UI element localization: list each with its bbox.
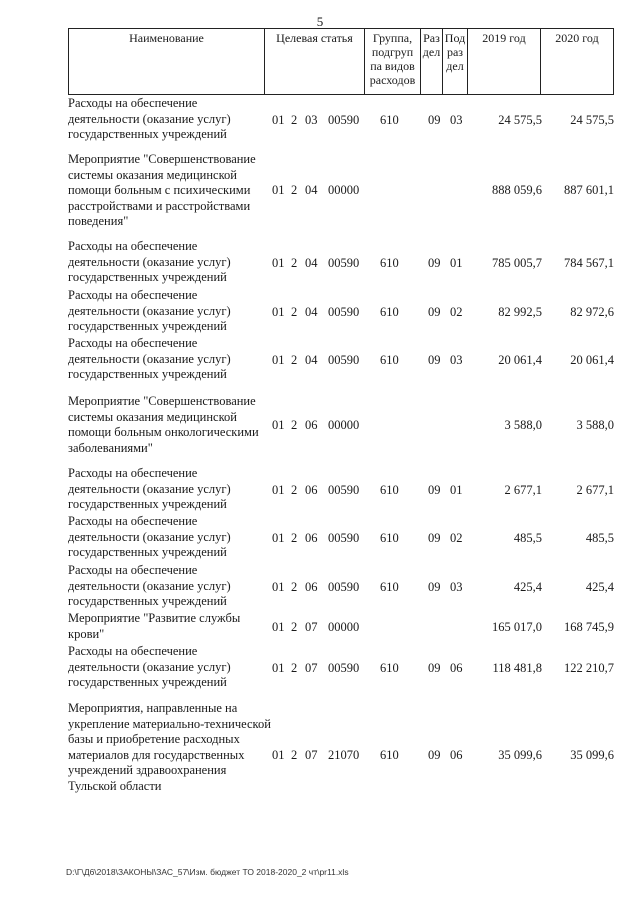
row-code-direction: 00000: [328, 620, 360, 634]
row-group: 610: [380, 748, 399, 762]
row-razdel: 09: [428, 661, 441, 675]
row-razdel: 09: [428, 353, 441, 367]
row-code-direction: 00590: [328, 353, 360, 367]
row-code-event: 07: [305, 661, 318, 675]
table-header: [68, 28, 614, 95]
row-value-2019: 3 588,0: [504, 418, 542, 432]
row-group: 610: [380, 353, 399, 367]
row-code-direction: 00590: [328, 661, 360, 675]
row-value-2020: 20 061,4: [570, 353, 614, 367]
row-code-direction: 00000: [328, 183, 360, 197]
row-code-event: 04: [305, 256, 318, 270]
row-code-event: 04: [305, 305, 318, 319]
header-name: Наименование: [69, 29, 265, 95]
row-name: Мероприятие "Совершенствование системы оказания медицинской помощи больным онкологическими заболеваниями": [68, 394, 259, 455]
header-razdel: Раз дел: [421, 29, 443, 95]
row-razdel: 09: [428, 256, 441, 270]
file-path-footer: D:\Г\Д6\2018\ЗАКОНЫ\ЗАС_57\Изм. бюджет ТО 2018-2020_2 чт\pr11.xls: [66, 867, 349, 877]
row-name: Расходы на обеспечение деятельности (оказание услуг) государственных учреждений: [68, 466, 231, 511]
row-name: Расходы на обеспечение деятельности (оказание услуг) государственных учреждений: [68, 336, 231, 381]
row-podrazdel: 02: [450, 305, 463, 319]
row-razdel: 09: [428, 113, 441, 127]
row-razdel: 09: [428, 748, 441, 762]
row-podrazdel: 06: [450, 748, 463, 762]
header-2019: 2019 год: [468, 29, 541, 95]
row-code-event: 04: [305, 183, 318, 197]
row-value-2020: 784 567,1: [564, 256, 614, 270]
row-value-2019: 35 099,6: [498, 748, 542, 762]
row-razdel: 09: [428, 531, 441, 545]
row-code-event: 07: [305, 620, 318, 634]
row-group: 610: [380, 305, 399, 319]
header-2020: 2020 год: [541, 29, 614, 95]
row-group: 610: [380, 580, 399, 594]
row-value-2019: 24 575,5: [498, 113, 542, 127]
row-podrazdel: 06: [450, 661, 463, 675]
row-code-subprogram: 2: [291, 183, 298, 197]
row-value-2020: 485,5: [585, 531, 614, 545]
row-name: Мероприятия, направленные на укрепление материально-технической базы и приобретение расходных материалов для государственных учреждений здравоохранения Тульской области: [68, 701, 271, 793]
row-code-program: 01: [272, 661, 285, 675]
row-code-program: 01: [272, 183, 285, 197]
row-value-2020: 2 677,1: [576, 483, 614, 497]
row-code-program: 01: [272, 353, 285, 367]
row-group: 610: [380, 483, 399, 497]
row-group: 610: [380, 661, 399, 675]
header-target: Целевая статья: [265, 29, 365, 95]
row-value-2020: 168 745,9: [564, 620, 614, 634]
row-value-2019: 2 677,1: [504, 483, 542, 497]
row-value-2020: 82 972,6: [570, 305, 614, 319]
row-code-subprogram: 2: [291, 748, 298, 762]
row-code-direction: 00590: [328, 305, 360, 319]
row-name: Расходы на обеспечение деятельности (оказание услуг) государственных учреждений: [68, 563, 231, 608]
row-podrazdel: 03: [450, 353, 463, 367]
row-name: Расходы на обеспечение деятельности (оказание услуг) государственных учреждений: [68, 514, 231, 559]
row-value-2019: 888 059,6: [492, 183, 542, 197]
row-code-event: 06: [305, 483, 318, 497]
page-number: 5: [316, 14, 324, 29]
row-group: 610: [380, 256, 399, 270]
row-value-2019: 118 481,8: [492, 661, 542, 675]
row-code-event: 07: [305, 748, 318, 762]
row-value-2019: 485,5: [513, 531, 542, 545]
row-group: 610: [380, 113, 399, 127]
row-code-direction: 00590: [328, 256, 360, 270]
row-code-program: 01: [272, 305, 285, 319]
row-value-2019: 425,4: [513, 580, 542, 594]
row-value-2019: 82 992,5: [498, 305, 542, 319]
row-value-2020: 24 575,5: [570, 113, 614, 127]
row-name: Мероприятие "Совершенствование системы оказания медицинской помощи больным с психическими расстройствами и расстройствами поведения": [68, 152, 256, 228]
row-value-2020: 122 210,7: [564, 661, 614, 675]
row-code-event: 06: [305, 531, 318, 545]
row-name: Мероприятие "Развитие службы крови": [68, 611, 241, 641]
row-code-program: 01: [272, 580, 285, 594]
row-code-subprogram: 2: [291, 418, 298, 432]
row-podrazdel: 03: [450, 113, 463, 127]
row-code-direction: 00590: [328, 483, 360, 497]
row-value-2020: 425,4: [585, 580, 614, 594]
row-code-program: 01: [272, 418, 285, 432]
row-code-program: 01: [272, 748, 285, 762]
row-name: Расходы на обеспечение деятельности (оказание услуг) государственных учреждений: [68, 239, 231, 284]
row-code-event: 06: [305, 418, 318, 432]
row-razdel: 09: [428, 483, 441, 497]
row-code-subprogram: 2: [291, 256, 298, 270]
row-code-subprogram: 2: [291, 531, 298, 545]
row-code-event: 04: [305, 353, 318, 367]
row-value-2020: 35 099,6: [570, 748, 614, 762]
row-podrazdel: 01: [450, 256, 463, 270]
header-group: Группа, подгруп па видов расходов: [365, 29, 421, 95]
row-code-subprogram: 2: [291, 113, 298, 127]
row-code-direction: 21070: [328, 748, 360, 762]
row-podrazdel: 03: [450, 580, 463, 594]
row-code-program: 01: [272, 256, 285, 270]
row-code-program: 01: [272, 531, 285, 545]
row-value-2019: 785 005,7: [492, 256, 542, 270]
row-name: Расходы на обеспечение деятельности (оказание услуг) государственных учреждений: [68, 288, 231, 333]
row-code-direction: 00000: [328, 418, 360, 432]
row-razdel: 09: [428, 580, 441, 594]
header-podrazdel: Под раз дел: [443, 29, 468, 95]
row-code-event: 03: [305, 113, 318, 127]
row-podrazdel: 01: [450, 483, 463, 497]
row-value-2019: 20 061,4: [498, 353, 542, 367]
row-code-subprogram: 2: [291, 305, 298, 319]
row-value-2019: 165 017,0: [492, 620, 542, 634]
row-code-subprogram: 2: [291, 661, 298, 675]
row-code-program: 01: [272, 483, 285, 497]
row-name: Расходы на обеспечение деятельности (оказание услуг) государственных учреждений: [68, 644, 231, 689]
row-code-program: 01: [272, 620, 285, 634]
row-podrazdel: 02: [450, 531, 463, 545]
row-name: Расходы на обеспечение деятельности (оказание услуг) государственных учреждений: [68, 96, 231, 141]
row-code-event: 06: [305, 580, 318, 594]
row-code-subprogram: 2: [291, 483, 298, 497]
row-code-subprogram: 2: [291, 620, 298, 634]
row-code-program: 01: [272, 113, 285, 127]
row-code-direction: 00590: [328, 531, 360, 545]
row-value-2020: 3 588,0: [576, 418, 614, 432]
row-value-2020: 887 601,1: [564, 183, 614, 197]
row-group: 610: [380, 531, 399, 545]
row-code-subprogram: 2: [291, 353, 298, 367]
row-razdel: 09: [428, 305, 441, 319]
row-code-subprogram: 2: [291, 580, 298, 594]
row-code-direction: 00590: [328, 580, 360, 594]
row-code-direction: 00590: [328, 113, 360, 127]
